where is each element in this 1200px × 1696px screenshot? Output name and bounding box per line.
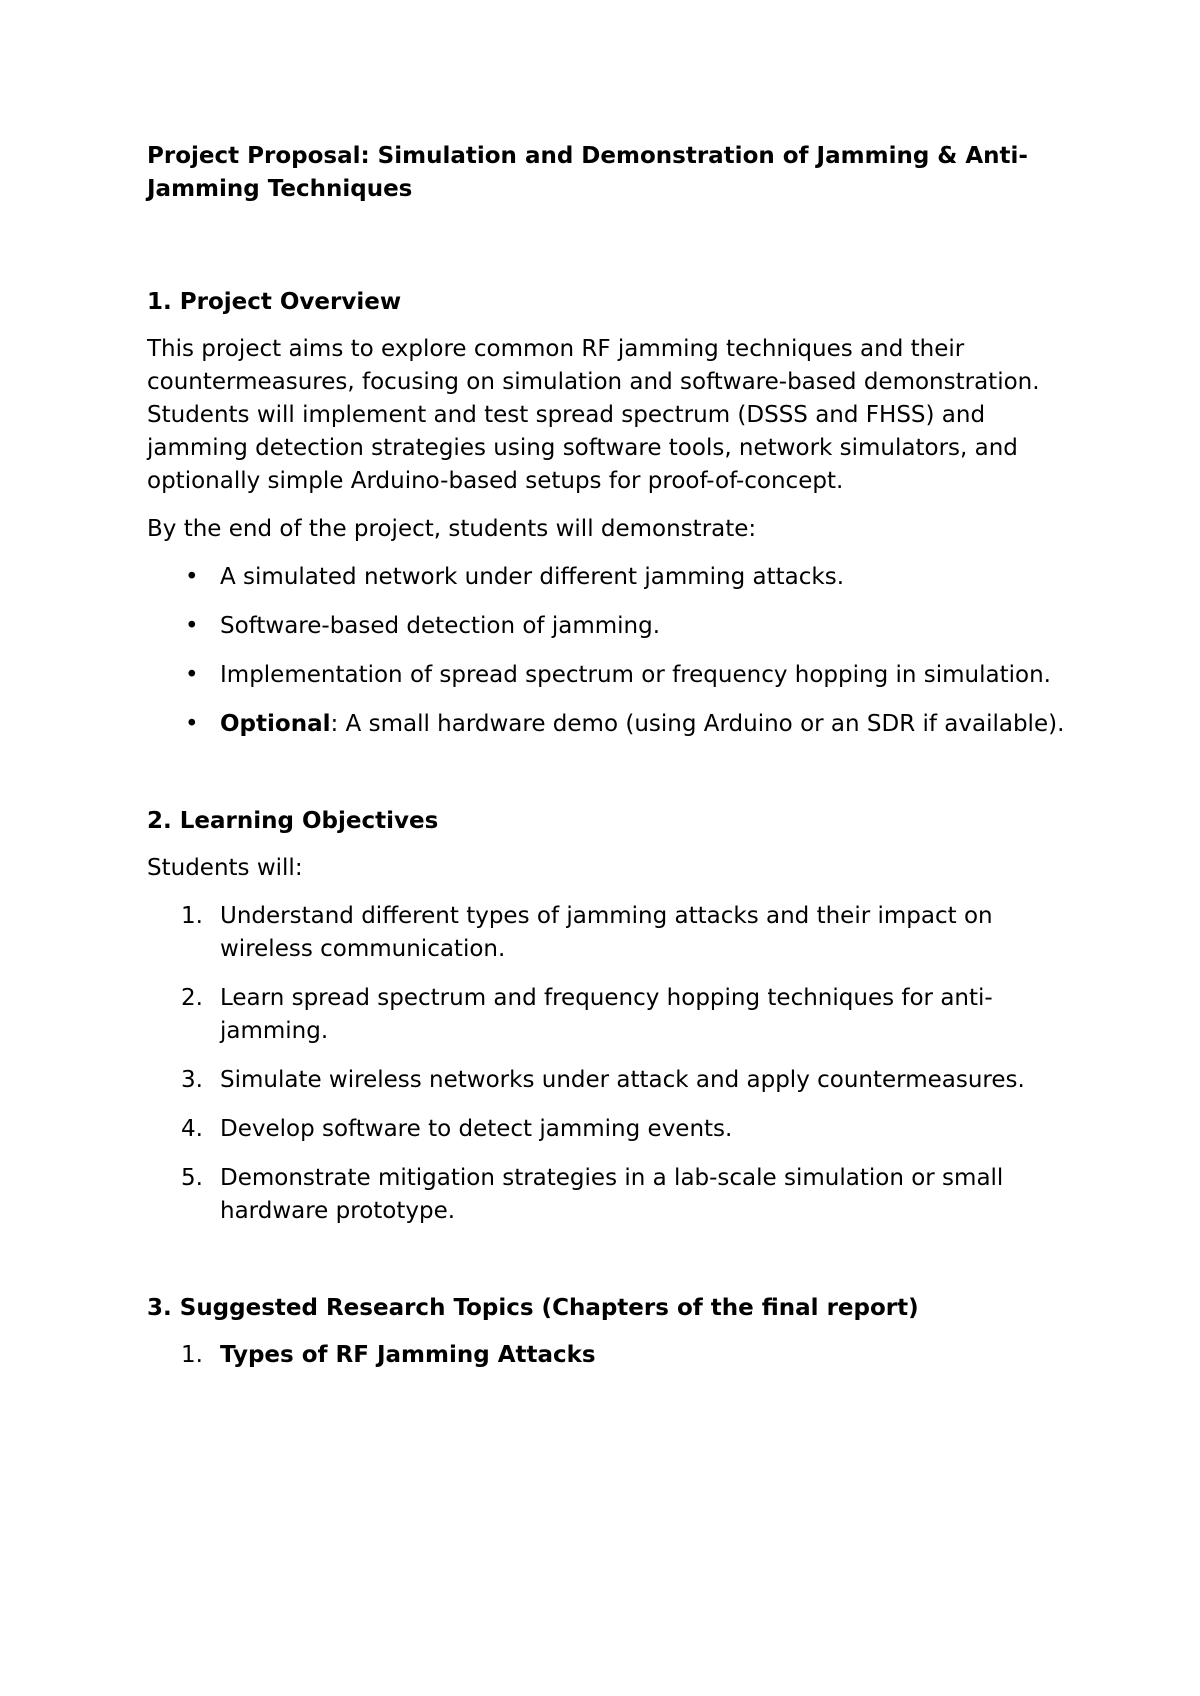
list-number: 1. <box>181 903 203 929</box>
list-item <box>147 610 1077 643</box>
list-item <box>147 659 1077 692</box>
list-number: 3. <box>181 1067 203 1093</box>
list-item-text: Simulate wireless networks under attack and apply countermeasures. <box>220 1067 1025 1093</box>
list-item-text: Learn spread spectrum and frequency hopping techniques for anti-jamming. <box>220 985 993 1044</box>
section-heading-overview: 1. Project Overview <box>147 289 402 315</box>
overview-bullet-list <box>147 561 1077 741</box>
objectives-numbered-list <box>147 900 1077 1228</box>
list-item <box>147 1113 1077 1146</box>
list-item-text: Types of RF Jamming Attacks <box>220 1342 596 1368</box>
list-item <box>147 708 1077 741</box>
bullet-text: A simulated network under different jamming attacks. <box>220 564 844 590</box>
bullet-marker: • <box>185 564 199 590</box>
objectives-intro: Students will: <box>147 855 303 881</box>
bullet-marker: • <box>185 613 199 639</box>
section-heading-topics: 3. Suggested Research Topics (Chapters of the final report) <box>147 1295 919 1321</box>
overview-demonstrate-intro: By the end of the project, students will demonstrate: <box>147 516 757 542</box>
bullet-marker: • <box>185 711 199 737</box>
section-spacer <box>147 757 1077 805</box>
bullet-text: Implementation of spread spectrum or frequency hopping in simulation. <box>220 662 1051 688</box>
list-item-text: Understand different types of jamming attacks and their impact on wireless communication. <box>220 903 993 962</box>
topics-numbered-list <box>147 1339 1077 1372</box>
list-number: 2. <box>181 985 203 1011</box>
list-item-text: Demonstrate mitigation strategies in a lab-scale simulation or small hardware prototype. <box>220 1165 1004 1224</box>
list-item <box>147 1339 1077 1372</box>
list-number: 1. <box>181 1342 203 1368</box>
document-title: Project Proposal: Simulation and Demonstration of Jamming & Anti-Jamming Techniques <box>147 143 1028 202</box>
section-spacer <box>147 1244 1077 1292</box>
overview-paragraph: This project aims to explore common RF jamming techniques and their countermeasures, focusing on simulation and software-based demonstration. Students will implement and test spread spectrum (DSSS and FHSS) and jamming detection strategies using software tools, network simulators, and optionally simple Arduino-based setups for proof-of-concept. <box>147 336 1040 494</box>
list-item <box>147 1064 1077 1097</box>
optional-label: Optional <box>220 711 331 737</box>
list-number: 4. <box>181 1116 203 1142</box>
document-page <box>147 140 1077 1388</box>
bullet-text: Software-based detection of jamming. <box>220 613 661 639</box>
bullet-marker: • <box>185 662 199 688</box>
list-item <box>147 561 1077 594</box>
optional-text: : A small hardware demo (using Arduino or an SDR if available). <box>330 711 1065 737</box>
list-number: 5. <box>181 1165 203 1191</box>
section-heading-objectives: 2. Learning Objectives <box>147 808 439 834</box>
list-item-text: Develop software to detect jamming events. <box>220 1116 733 1142</box>
list-item <box>147 900 1077 966</box>
list-item <box>147 982 1077 1048</box>
list-item <box>147 1162 1077 1228</box>
